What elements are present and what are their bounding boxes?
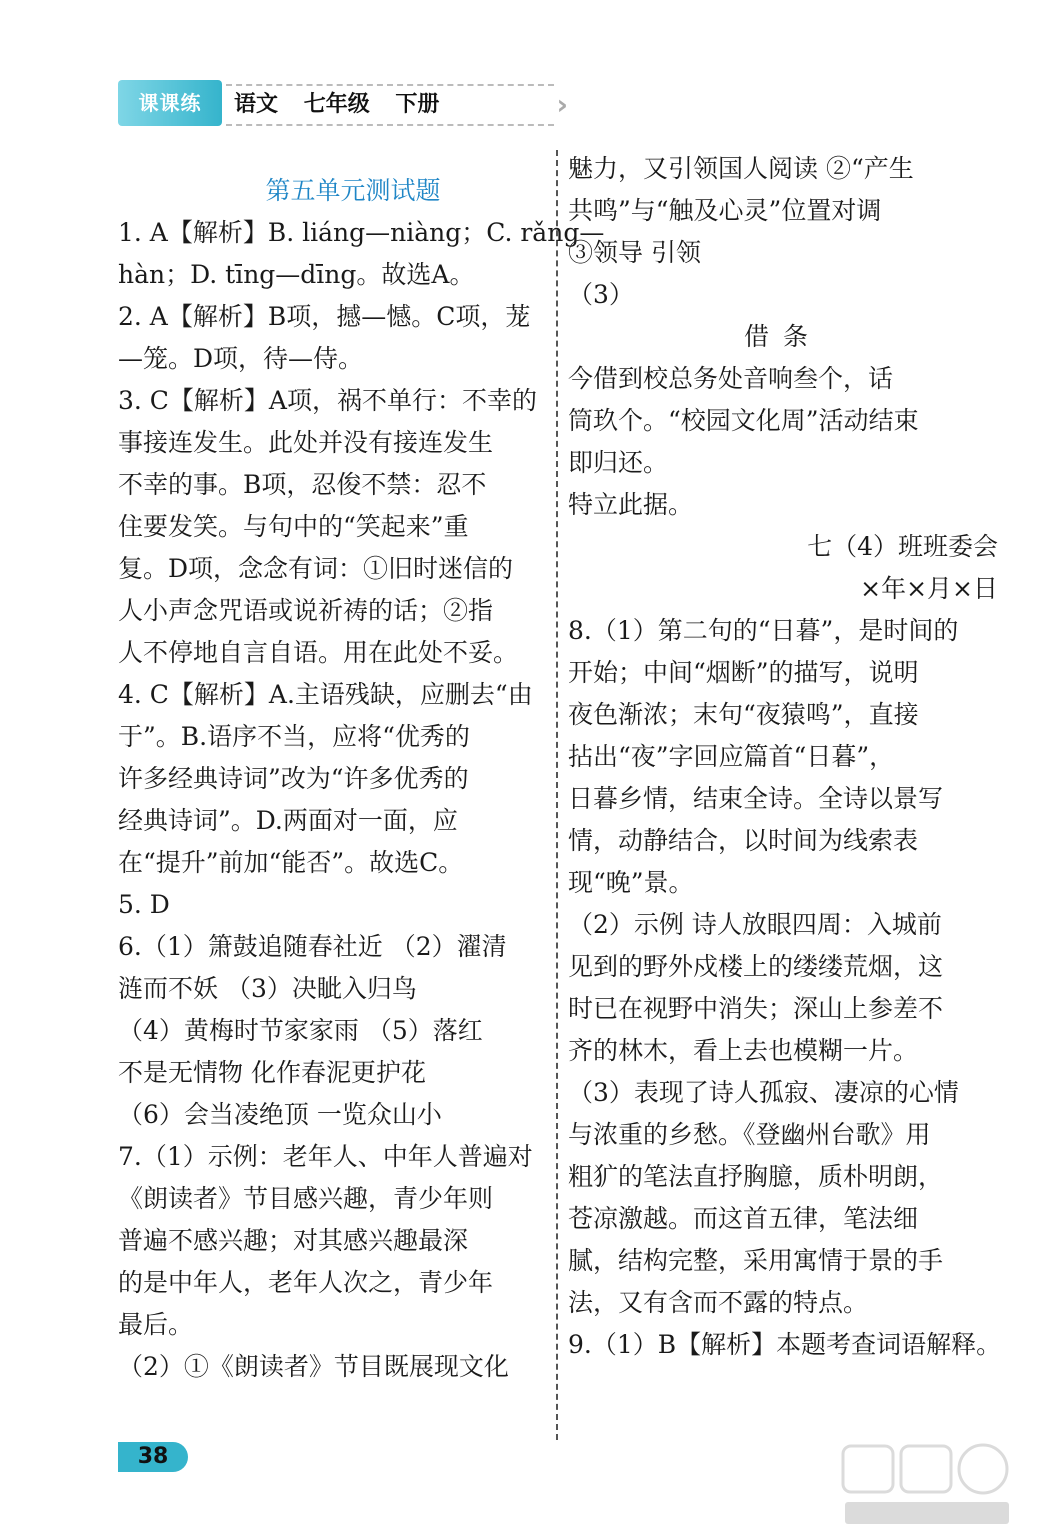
right-line: 今借到校总务处音响叁个，话 bbox=[568, 364, 894, 393]
page-header bbox=[118, 80, 568, 128]
right-line: 苍凉激越。而这首五律，笔法细 bbox=[568, 1204, 919, 1233]
left-line: 在“提升”前加“能否”。故选C。 bbox=[118, 848, 464, 877]
right-line: 魅力，又引领国人阅读 ②“产生 bbox=[568, 154, 914, 183]
left-line: hàn；D. tīng—dīng。故选A。 bbox=[118, 260, 475, 289]
right-line: （2）示例 诗人放眼四周：入城前 bbox=[568, 910, 942, 939]
right-line: 开始；中间“烟断”的描写，说明 bbox=[568, 658, 919, 687]
right-line: 粗犷的笔法直抒胸臆，质朴明朗， bbox=[568, 1162, 944, 1191]
left-line: 《朗读者》节目感兴趣，青少年则 bbox=[118, 1184, 494, 1213]
right-line: 七（4）班班委会 bbox=[807, 532, 998, 561]
right-line: 现“晚”景。 bbox=[568, 868, 694, 897]
left-line: —笼。D项，待—侍。 bbox=[118, 344, 364, 373]
left-line: （4）黄梅时节家家雨 （5）落红 bbox=[118, 1016, 483, 1045]
left-line: 4. C【解析】A.主语残缺，应删去“由 bbox=[118, 680, 533, 709]
right-line: （3）表现了诗人孤寂、凄凉的心情 bbox=[568, 1078, 959, 1107]
right-line: 特立此据。 bbox=[568, 490, 694, 519]
left-line: 不是无情物 化作春泥更护花 bbox=[118, 1058, 426, 1087]
left-line: 许多经典诗词”改为“许多优秀的 bbox=[118, 764, 469, 793]
left-line: 涟而不妖 （3）决眦入归鸟 bbox=[118, 974, 417, 1003]
book-info bbox=[226, 84, 568, 126]
left-line: 3. C【解析】A项，祸不单行：不幸的 bbox=[118, 386, 537, 415]
subject-label: 语文 bbox=[234, 92, 279, 117]
right-column bbox=[568, 148, 1002, 1366]
right-line: 即归还。 bbox=[568, 448, 669, 477]
left-line: 住要发笑。与句中的“笑起来”重 bbox=[118, 512, 469, 541]
chevron-right-icon: › bbox=[556, 88, 568, 121]
right-line: 法，又有含而不露的特点。 bbox=[568, 1288, 869, 1317]
grade-label: 七年级 bbox=[303, 92, 370, 117]
right-line: ③领导 引领 bbox=[568, 238, 701, 267]
left-line: 复。D项，念念有词：①旧时迷信的 bbox=[118, 554, 514, 583]
column-divider bbox=[556, 150, 558, 1440]
left-line: 7.（1）示例：老年人、中年人普遍对 bbox=[118, 1142, 533, 1171]
right-line: 见到的野外戍楼上的缕缕荒烟，这 bbox=[568, 952, 944, 981]
left-line: 于”。B.语序不当，应将“优秀的 bbox=[118, 722, 470, 751]
left-line: 人不停地自言自语。用在此处不妥。 bbox=[118, 638, 519, 667]
left-line: 5. D bbox=[118, 890, 170, 919]
left-line: 最后。 bbox=[118, 1310, 194, 1339]
right-line: 9.（1）B【解析】本题考查词语解释。 bbox=[568, 1330, 1002, 1359]
left-line: 6.（1）箫鼓追随春社近 （2）濯清 bbox=[118, 932, 507, 961]
right-line: 与浓重的乡愁。《登幽州台歌》用 bbox=[568, 1120, 931, 1149]
volume-label: 下册 bbox=[395, 92, 440, 117]
left-line: 普遍不感兴趣；对其感兴趣最深 bbox=[118, 1226, 469, 1255]
right-line: 日暮乡情，结束全诗。全诗以景写 bbox=[568, 784, 944, 813]
left-line: 2. A【解析】B项，撼—憾。C项，茏 bbox=[118, 302, 531, 331]
left-line: 1. A【解析】B. liáng—niàng；C. rǎng— bbox=[118, 218, 605, 247]
right-line: 腻，结构完整，采用寓情于景的手 bbox=[568, 1246, 944, 1275]
right-line: ×年×月×日 bbox=[860, 574, 998, 603]
right-line: 共鸣”与“触及心灵”位置对调 bbox=[568, 196, 882, 225]
right-line: 筒玖个。“校园文化周”活动结束 bbox=[568, 406, 919, 435]
right-line: 拈出“夜”字回应篇首“日暮”， bbox=[568, 742, 895, 771]
left-line: 的是中年人，老年人次之，青少年 bbox=[118, 1268, 494, 1297]
right-line: 8.（1）第二句的“日暮”，是时间的 bbox=[568, 616, 959, 645]
left-line: 经典诗词”。D.两面对一面，应 bbox=[118, 806, 458, 835]
right-line: 夜色渐浓；末句“夜猿鸣”，直接 bbox=[568, 700, 919, 729]
right-line: （3） bbox=[568, 280, 634, 309]
left-column bbox=[118, 170, 605, 1388]
left-line: （2）①《朗读者》节目既展现文化 bbox=[118, 1352, 509, 1381]
left-line: （6）会当凌绝顶 一览众山小 bbox=[118, 1100, 442, 1129]
left-line: 人小声念咒语或说祈祷的话；②指 bbox=[118, 596, 494, 625]
watermark-logo bbox=[837, 1440, 1017, 1530]
page-number: 38 bbox=[118, 1442, 188, 1472]
right-line: 时已在视野中消失；深山上参差不 bbox=[568, 994, 944, 1023]
left-line: 事接连发生。此处并没有接连发生 bbox=[118, 428, 494, 457]
right-line: 情，动静结合，以时间为线索表 bbox=[568, 826, 919, 855]
section-title: 第五单元测试题 bbox=[265, 176, 441, 205]
left-line: 不幸的事。B项，忍俊不禁：忍不 bbox=[118, 470, 487, 499]
brand-logo: 课课练 bbox=[118, 80, 222, 126]
right-line: 齐的林木，看上去也模糊一片。 bbox=[568, 1036, 919, 1065]
right-line: 借条 bbox=[743, 322, 822, 351]
